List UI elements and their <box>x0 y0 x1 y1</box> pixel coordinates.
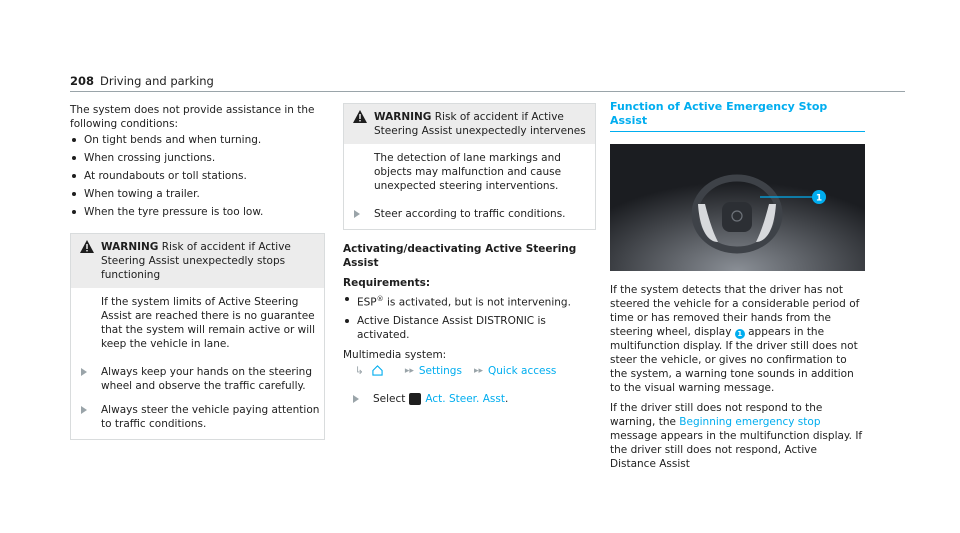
display-message-link: Beginning emergency stop <box>679 416 821 428</box>
warning-label: WARNING <box>374 111 432 123</box>
callout-badge: 1 <box>735 329 745 339</box>
select-label: Select <box>373 392 406 405</box>
multimedia-label: Multimedia system: <box>343 348 447 361</box>
steering-assist-icon <box>409 393 421 405</box>
select-end: . <box>504 392 509 405</box>
callout-number: 1 <box>815 193 823 204</box>
function-paragraph-2 <box>610 401 865 471</box>
step-arrow-icon <box>81 368 87 376</box>
paragraph-text: If the system detects that the driver has not steered the vehicle for a considerable period of time or has removed their hands from the steering wheel, display <box>610 284 860 338</box>
column-2 <box>343 103 596 406</box>
requirements-list <box>343 292 596 342</box>
paragraph-text: appears in the multifunction display. If the driver still does not steer the vehicle, or gives no confirmation to the system, a warning tone sounds in addition to the visual warning message. <box>610 326 858 394</box>
menu-path <box>355 364 596 378</box>
warning-title: Risk of accident if Active Steering Assist unexpectedly stops functioning <box>101 241 291 281</box>
list-item <box>343 292 596 310</box>
warning-body <box>71 288 324 355</box>
list-item: Active Distance Assist DISTRONIC is activated. <box>343 314 596 342</box>
steering-wheel-illustration <box>610 144 865 271</box>
header-rule <box>70 91 905 92</box>
warning-title: Risk of accident if Active Steering Assist unexpectedly intervenes <box>374 111 586 137</box>
chevron-icon: ▸▸ <box>473 365 483 376</box>
conditions-list <box>70 133 325 219</box>
list-item: When the tyre pressure is too low. <box>70 205 325 219</box>
step-text: Steer according to traffic conditions. <box>374 208 566 220</box>
illustration-graphic <box>610 144 865 271</box>
enter-arrow-icon: ↳ <box>355 364 364 377</box>
column-1 <box>70 103 325 440</box>
step-text: Always keep your hands on the steering wheel and observe the traffic carefully. <box>101 366 312 392</box>
section-heading: Activating/deactivating Active Steering Assist <box>343 243 577 269</box>
column-3 <box>610 100 865 471</box>
requirements-label: Requirements: <box>343 277 431 289</box>
step-arrow-icon <box>354 210 360 218</box>
warning-label: WARNING <box>101 241 159 253</box>
esp-text: ESP <box>357 296 377 309</box>
step-arrow-icon <box>353 395 359 403</box>
warning-text: If the system limits of Active Steering Assist are reached there is no guarantee that the system will remain active or will keep the vehicle in lane. <box>101 296 315 350</box>
warning-icon <box>353 110 367 123</box>
registered-mark: ® <box>376 295 384 303</box>
warning-box <box>343 103 596 230</box>
instruction-step <box>71 403 324 431</box>
esp-rest: is activated, but is not intervening. <box>383 296 571 309</box>
list-item: When crossing junctions. <box>70 151 325 165</box>
section-title: Function of Active Emergency Stop Assist <box>610 100 865 132</box>
warning-body <box>344 144 595 197</box>
paragraph-text: If the driver still does not respond to the warning, the <box>610 402 823 428</box>
page-header <box>70 74 214 88</box>
step-text: Always steer the vehicle paying attention to traffic conditions. <box>101 404 320 430</box>
warning-box <box>70 233 325 440</box>
list-item: When towing a trailer. <box>70 187 325 201</box>
warning-icon <box>80 240 94 253</box>
instruction-step <box>343 392 596 406</box>
instruction-step <box>344 207 595 221</box>
list-item: At roundabouts or toll stations. <box>70 169 325 183</box>
function-paragraph-1 <box>610 283 865 395</box>
list-item: On tight bends and when turning. <box>70 133 325 147</box>
warning-header <box>344 104 595 144</box>
step-arrow-icon <box>81 406 87 414</box>
home-icon <box>372 365 383 376</box>
menu-item-quick-access: Quick access <box>487 364 557 377</box>
paragraph-text: message appears in the multifunction display. If the driver still does not respond, Active Distance Assist <box>610 430 863 470</box>
instruction-step <box>71 365 324 393</box>
menu-item-settings: Settings <box>418 364 462 377</box>
page-number: 208 <box>70 74 95 88</box>
intro-text: The system does not provide assistance in the following conditions: <box>70 104 315 130</box>
chevron-icon: ▸▸ <box>404 365 414 376</box>
menu-item-act-steer-asst: Act. Steer. Asst <box>425 392 505 405</box>
warning-text: The detection of lane markings and objects may malfunction and cause unexpected steering interventions. <box>374 152 562 192</box>
warning-header <box>71 234 324 288</box>
section-title: Driving and parking <box>100 74 214 88</box>
